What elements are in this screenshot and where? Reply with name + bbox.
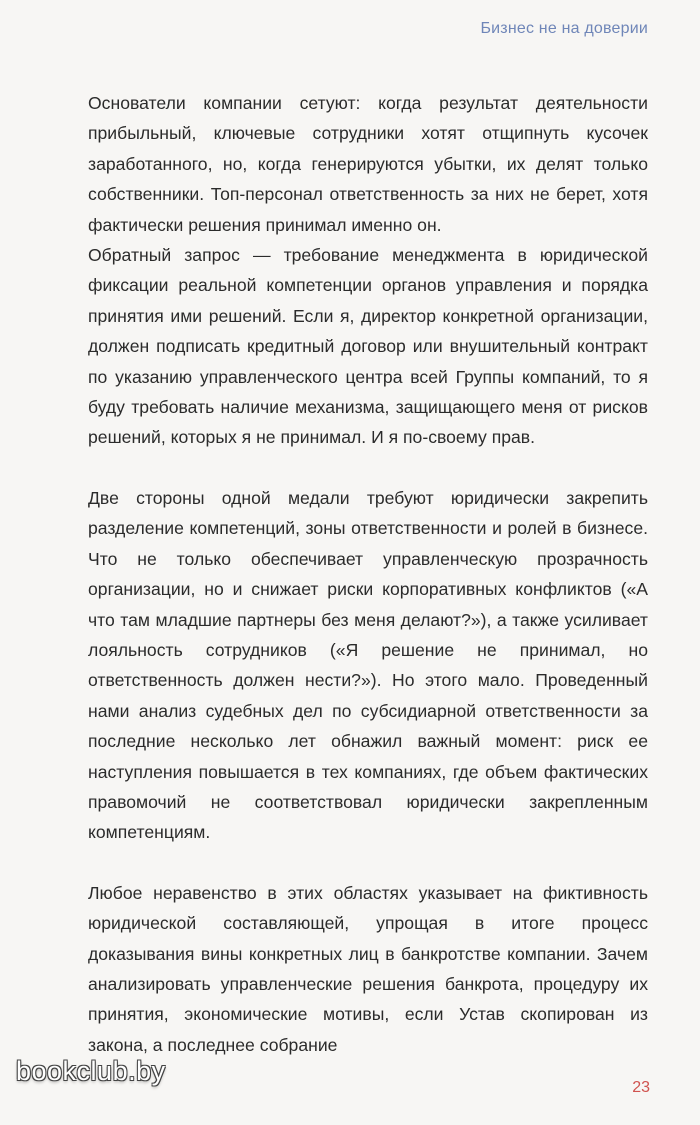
paragraph-1: Основатели компании сетуют: когда результат деятельности прибыльный, ключевые сотрудники хотят отщипнуть кусочек заработанного, но, когда генерируются убытки, их делят только собственники. Топ-персонал ответственность за них не берет, хотя фактически решения принимал именно он. <box>88 93 648 235</box>
paragraph-3: Две стороны одной медали требуют юридически закрепить разделение компетенций, зоны ответственности и ролей в бизнесе. Что не только обеспечивает управленческую прозрачность организации, но и снижает риски корпоративных конфликтов («А что там младшие партнеры без меня делают?»), а также усиливает лояльность сотрудников («Я решение не принимал, но ответственность должен нести?»). Но этого мало. Проведенный нами анализ судебных дел по субсидиарной ответственности за последние несколько лет обнажил важный момент: риск ее наступления повышается в тех компаниях, где объем фактических правомочий не соответствовал юридически закрепленным компетенциям. <box>88 487 648 843</box>
watermark-logo: bookclub.by <box>16 1056 166 1086</box>
paragraph-2: Обратный запрос — требование менеджмента в юридической фиксации реальной компетенции органов управления и порядка принятия ими решений. Если я, директор конкретной организации, должен подписать кредитный договор или внушительный контракт по указанию управленческого центра всей Группы компаний, то я буду требовать наличие механизма, защищающего меня от рисков решений, которых я не принимал. И я по-своему прав. <box>88 245 648 448</box>
page-number: 23 <box>632 1079 650 1096</box>
paragraph-4: Любое неравенство в этих областях указывает на фиктивность юридической составляющей, упрощая в итоге процесс доказывания вины конкретных лиц в банкротстве компании. Зачем анализировать управленческие решения банкрота, процедуру их принятия, экономические мотивы, если Устав скопирован из закона, а последнее собрание <box>88 882 648 1055</box>
page-body <box>88 88 648 1060</box>
running-header: Бизнес не на доверии <box>480 20 648 37</box>
